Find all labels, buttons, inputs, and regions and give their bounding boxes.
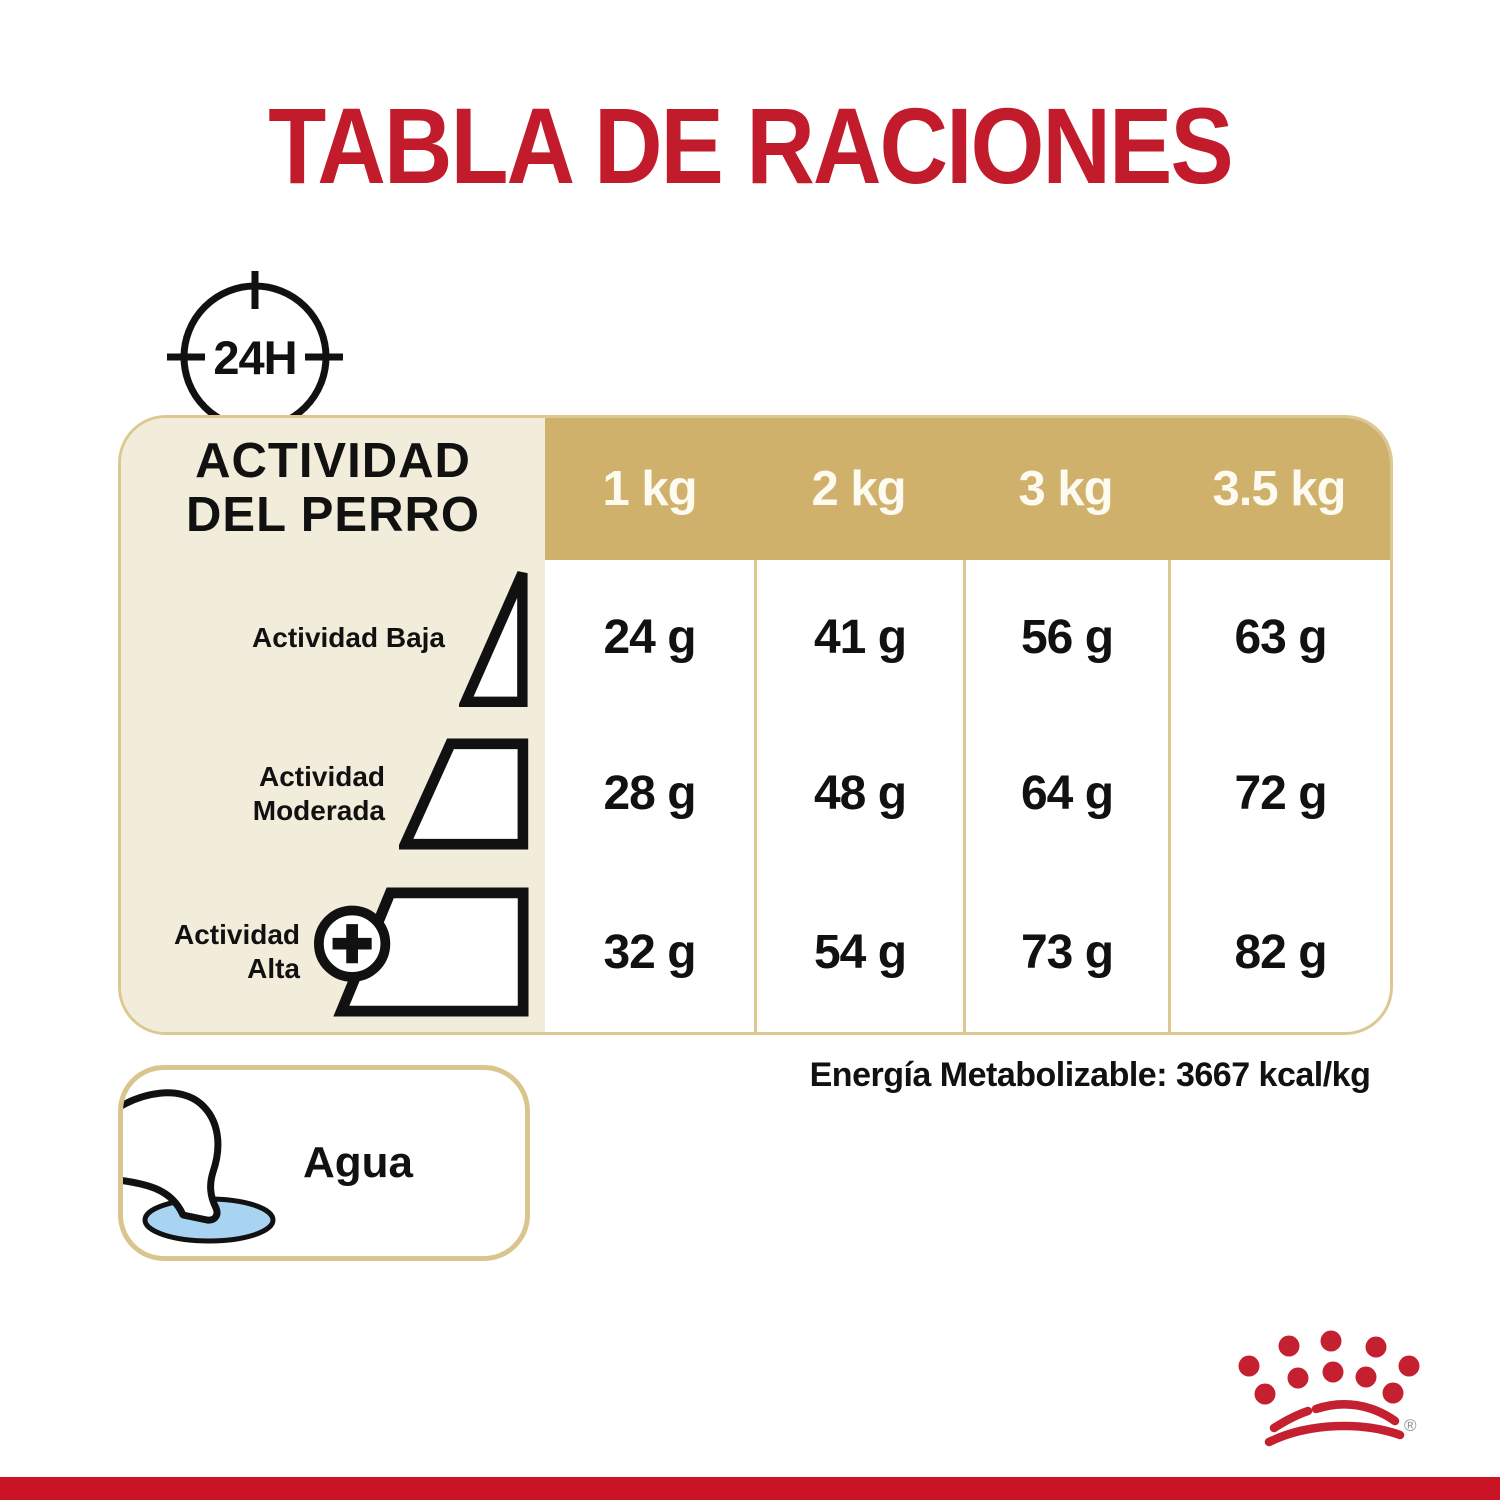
row-label-high-activity [121,872,545,1032]
rations-table [118,415,1393,1035]
clock-label: 24H [213,330,297,384]
table-cell: 72 g [1168,715,1390,872]
activity-header-line1: ACTIVIDAD [195,434,471,489]
table-cell: 73 g [963,872,1168,1032]
weight-header-3kg: 3 kg [963,418,1168,560]
activity-column-header [121,418,545,560]
water-bowl-icon [119,1080,289,1250]
table-cell: 82 g [1168,872,1390,1032]
table-cell: 63 g [1168,560,1390,715]
table-cell: 48 g [754,715,963,872]
low-activity-label [252,621,445,655]
row-label-moderate-activity [121,715,545,872]
table-cell: 41 g [754,560,963,715]
table-cell: 28 g [603,767,696,820]
high-activity-label-line1: Actividad [173,919,300,951]
registered-trademark: ® [1404,1416,1417,1435]
weight-header-3-5kg: 3.5 kg [1168,418,1390,560]
high-activity-label [174,918,300,985]
bottom-red-stripe [0,1477,1500,1500]
table-cell: 32 g [603,925,696,979]
table-cell: 56 g [963,560,1168,715]
high-activity-label-line2: Alta [247,953,300,984]
activity-header-line2: DEL PERRO [186,488,480,542]
high-activity-icon [314,887,529,1017]
low-activity-label-line1: Actividad Baja [252,621,445,653]
table-cell: 24 g [603,611,696,664]
water-label: Agua [303,1138,413,1187]
moderate-activity-label-line2: Moderada [252,794,385,826]
table-cell: 54 g [754,872,963,1032]
weight-header-1kg: 1 kg [545,418,754,560]
moderate-activity-icon [399,738,529,850]
water-box [118,1065,530,1261]
row-label-low-activity [121,560,545,715]
low-activity-icon [459,565,529,710]
page-title: TABLA DE RACIONES [268,87,1232,207]
moderate-activity-label-line1: Actividad [258,760,385,792]
energy-note: Energía Metabolizable: 3667 kcal/kg [809,1056,1371,1094]
royal-canin-crown-logo [1238,1330,1428,1450]
moderate-activity-label [253,760,385,827]
crown-icon [1238,1330,1428,1450]
table-cell: 64 g [963,715,1168,872]
weight-header-2kg: 2 kg [754,418,963,560]
